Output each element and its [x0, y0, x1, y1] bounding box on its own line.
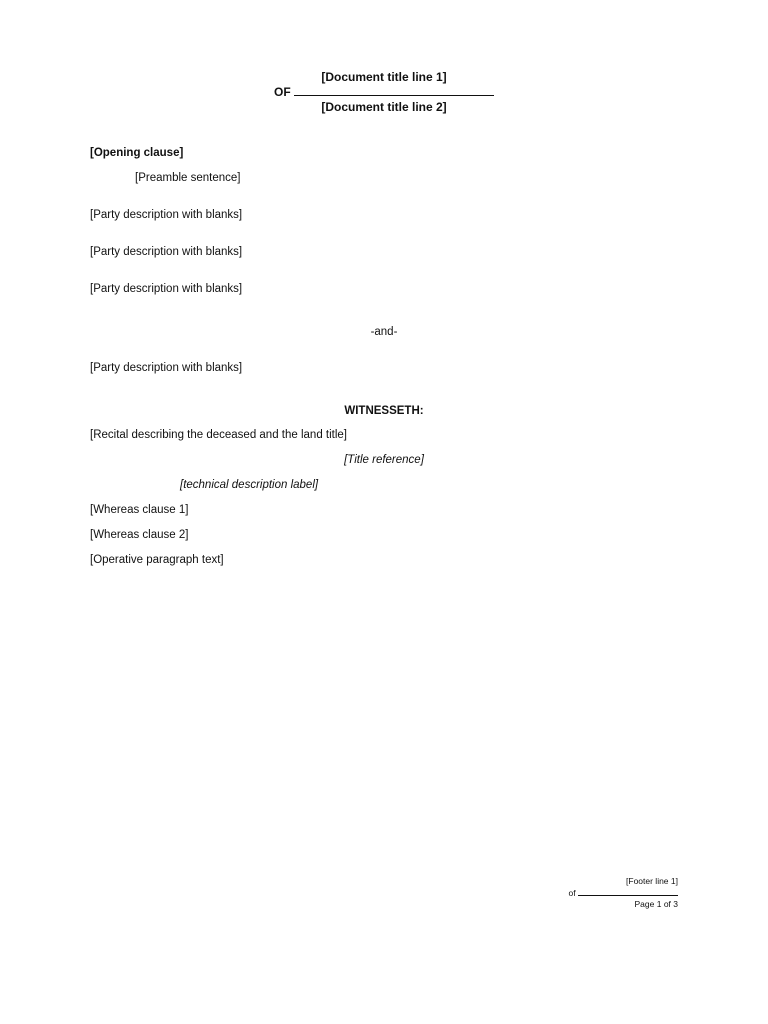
intro: [Opening clause] [90, 147, 184, 159]
technical-description: [technical description label] [180, 479, 319, 491]
party-4: [Party description with blanks] [90, 362, 243, 374]
and-separator: -and- [370, 326, 398, 338]
title-line-2: OF [90, 85, 678, 100]
footer-line-1: [Footer line 1] [626, 876, 678, 886]
title-line-3: [Document title line 2] [321, 100, 447, 114]
preamble: [Preamble sentence] [135, 172, 241, 184]
whereas-1: [Whereas clause 1] [90, 504, 189, 516]
party-1: [Party description with blanks] [90, 209, 243, 221]
party-3: [Party description with blanks] [90, 283, 243, 295]
page-number: Page 1 of 3 [634, 899, 678, 909]
witnesseth-heading: WITNESSETH: [344, 405, 424, 417]
footer-line-2: of [569, 887, 678, 899]
page-footer [569, 876, 678, 910]
whereas-2: [Whereas clause 2] [90, 529, 189, 541]
recital: [Recital describing the deceased and the land title] [90, 429, 347, 441]
operative-paragraph: [Operative paragraph text] [90, 554, 224, 566]
party-2: [Party description with blanks] [90, 246, 243, 258]
title-line-1: [Document title line 1] [321, 70, 447, 84]
title-reference: [Title reference] [344, 454, 424, 466]
document-page [90, 70, 678, 567]
